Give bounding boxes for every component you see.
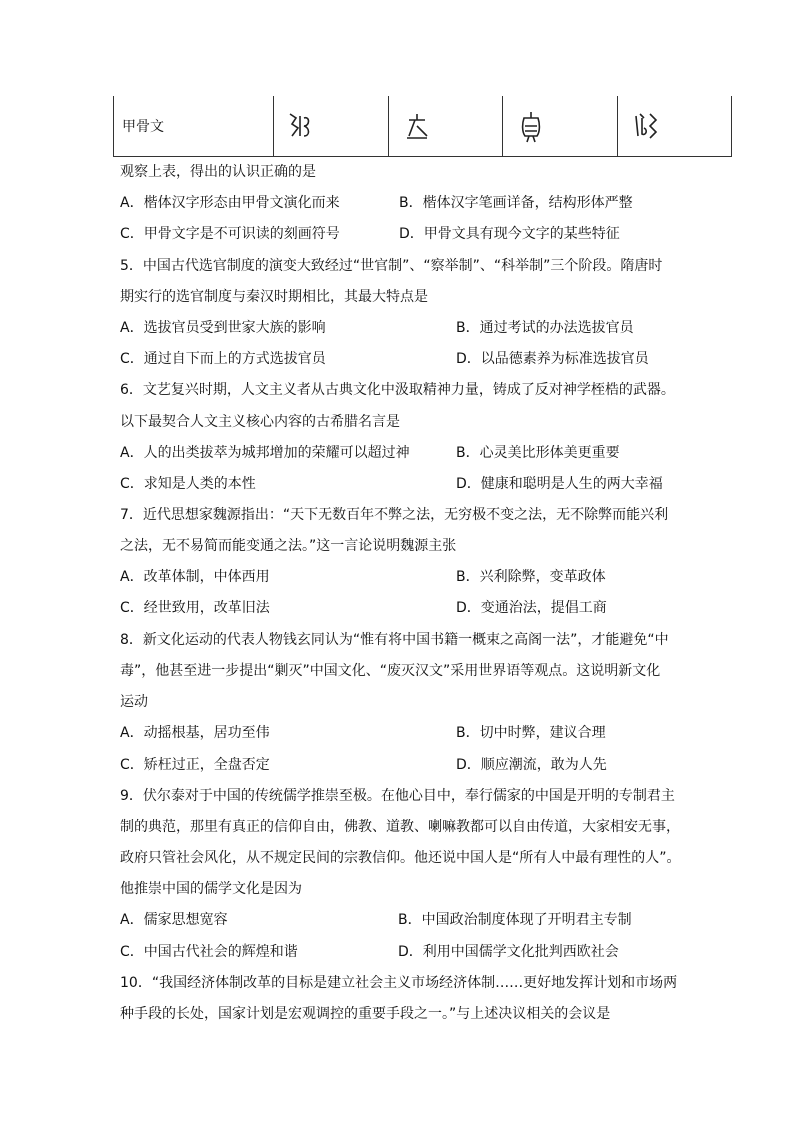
q4-option-d: D．甲骨文具有现今文字的某些特征 bbox=[399, 226, 620, 242]
q9-stem-line-3: 政府只管社会风化，从不规定民间的宗教信仰。他还说中国人是“所有人中最有理性的人”。 bbox=[120, 850, 681, 866]
q8-option-c: C．矫枉过正，全盘否定 bbox=[120, 757, 270, 773]
q7-option-a: A．改革体制，中体西用 bbox=[120, 569, 270, 585]
oracle-glyph-4-icon bbox=[617, 96, 732, 157]
q9-option-b: B．中国政治制度体现了开明君主专制 bbox=[398, 912, 632, 928]
q7-option-d: D．变通治法，提倡工商 bbox=[456, 600, 607, 616]
oracle-glyph-1-icon bbox=[274, 96, 389, 157]
q7-stem-line-1: 7．近代思想家魏源指出：“天下无数百年不弊之法，无穷极不变之法，无不除弊而能兴利 bbox=[120, 507, 669, 523]
q6-option-b: B．心灵美比形体美更重要 bbox=[456, 445, 620, 461]
q5-option-d: D．以品德素养为标准选拔官员 bbox=[456, 351, 649, 367]
q4-option-a: A．楷体汉字形态由甲骨文演化而来 bbox=[120, 195, 340, 211]
q5-stem-line-1: 5．中国古代选官制度的演变大致经过“世官制”、“察举制”、“科举制”三个阶段。隋唐时 bbox=[120, 258, 663, 274]
q8-option-b: B．切中时弊，建议合理 bbox=[456, 725, 606, 741]
oracle-glyph-2-icon bbox=[388, 96, 503, 157]
q8-stem-line-2: 毒”，他甚至进一步提出“剿灭”中国文化、“废灭汉文”采用世界语等观点。这说明新文化 bbox=[120, 663, 661, 679]
q9-option-a: A．儒家思想宽容 bbox=[120, 912, 228, 928]
q8-stem-line-3: 运动 bbox=[120, 694, 148, 710]
oracle-glyph-3-icon bbox=[503, 96, 618, 157]
q8-stem-line-1: 8．新文化运动的代表人物钱玄同认为“惟有将中国书籍一概束之高阁一法”，才能避免“中 bbox=[120, 632, 669, 648]
q6-stem-line-1: 6．文艺复兴时期，人文主义者从古典文化中汲取精神力量，铸成了反对神学桎梏的武器。 bbox=[120, 382, 675, 398]
q10-stem-line-2: 种手段的长处，国家计划是宏观调控的重要手段之一。”与上述决议相关的会议是 bbox=[120, 1006, 611, 1022]
q7-option-b: B．兴利除弊，变革政体 bbox=[456, 569, 606, 585]
q9-stem-line-2: 制的典范，那里有真正的信仰自由，佛教、道教、喇嘛教都可以自由传道，大家相安无事， bbox=[120, 819, 680, 835]
q9-stem-line-1: 9．伏尔泰对于中国的传统儒学推崇至极。在他心目中，奉行儒家的中国是开明的专制君主 bbox=[120, 788, 675, 804]
table-row bbox=[114, 96, 732, 157]
q5-option-a: A．选拔官员受到世家大族的影响 bbox=[120, 320, 326, 336]
q9-option-c: C．中国古代社会的辉煌和谐 bbox=[120, 944, 298, 960]
q6-option-c: C．求知是人类的本性 bbox=[120, 476, 256, 492]
q5-option-c: C．通过自下而上的方式选拔官员 bbox=[120, 351, 326, 367]
q4-option-b: B．楷体汉字笔画详备，结构形体严整 bbox=[399, 195, 633, 211]
q6-stem-line-2: 以下最契合人文主义核心内容的古希腊名言是 bbox=[120, 414, 400, 430]
q5-stem-line-2: 期实行的选官制度与秦汉时期相比，其最大特点是 bbox=[120, 289, 428, 305]
q9-stem-line-4: 他推崇中国的儒学文化是因为 bbox=[120, 881, 302, 897]
q4-stem: 观察上表，得出的认识正确的是 bbox=[120, 164, 316, 180]
q6-option-d: D．健康和聪明是人生的两大幸福 bbox=[456, 476, 663, 492]
oracle-bone-table bbox=[113, 96, 732, 157]
q8-option-d: D．顺应潮流，敢为人先 bbox=[456, 757, 607, 773]
q4-option-c: C．甲骨文字是不可识读的刻画符号 bbox=[120, 226, 340, 242]
q10-stem-line-1: 10．“我国经济体制改革的目标是建立社会主义市场经济体制……更好地发挥计划和市场两 bbox=[120, 975, 678, 991]
row-label: 甲骨文 bbox=[114, 96, 274, 157]
q9-option-d: D．利用中国儒学文化批判西欧社会 bbox=[398, 944, 619, 960]
q5-option-b: B．通过考试的办法选拔官员 bbox=[456, 320, 634, 336]
q8-option-a: A．动摇根基，居功至伟 bbox=[120, 725, 270, 741]
q7-option-c: C．经世致用，改革旧法 bbox=[120, 600, 270, 616]
q7-stem-line-2: 之法，无不易简而能变通之法。”这一言论说明魏源主张 bbox=[120, 538, 457, 554]
q6-option-a: A．人的出类拔萃为城邦增加的荣耀可以超过神 bbox=[120, 445, 410, 461]
